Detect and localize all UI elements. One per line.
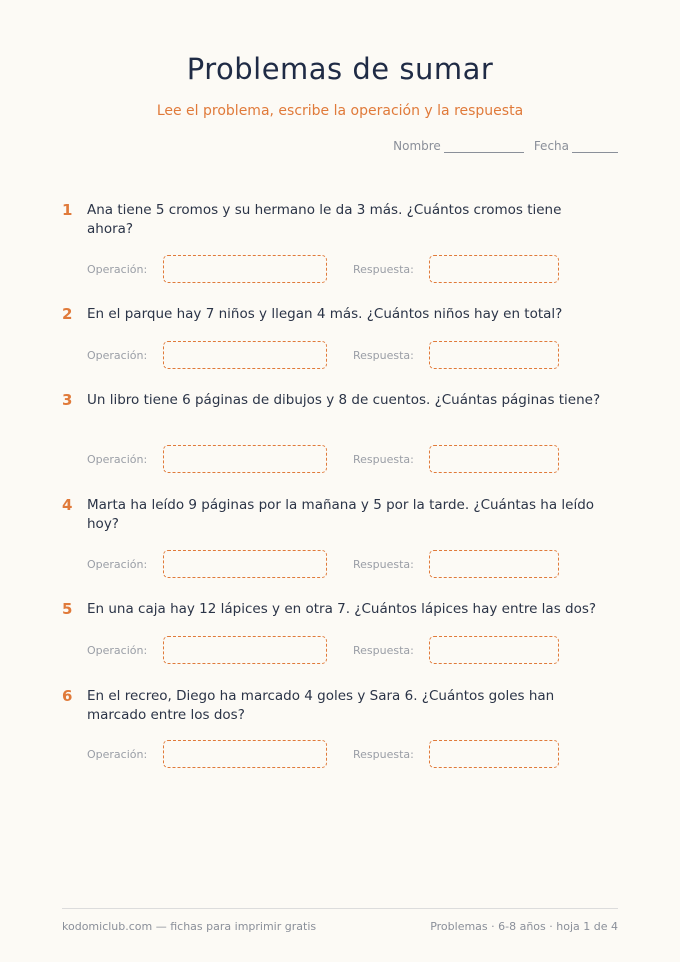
operation-label: Operación:	[87, 558, 148, 571]
operation-label: Operación:	[87, 263, 148, 276]
operation-box[interactable]	[163, 636, 327, 664]
problem-number: 3	[62, 391, 73, 409]
problem-text: Ana tiene 5 cromos y su hermano le da 3 más. ¿Cuántos cromos tiene ahora?	[87, 202, 562, 237]
answer-label: Respuesta:	[353, 558, 414, 571]
page-subtitle: Lee el problema, escribe la operación y la respuesta	[156, 103, 524, 119]
answer-box[interactable]	[429, 341, 559, 369]
answer-row	[87, 445, 607, 473]
answer-box[interactable]	[429, 636, 559, 664]
operation-label: Operación:	[87, 453, 148, 466]
date-label: Fecha	[533, 139, 569, 153]
operation-box[interactable]	[163, 740, 327, 768]
operation-label: Operación:	[87, 349, 148, 362]
problem-text: En una caja hay 12 lápices y en otra 7. ¿Cuántos lápices hay entre las dos?	[87, 601, 597, 617]
problem-text: En el recreo, Diego ha marcado 4 goles y Sara 6. ¿Cuántos goles han marcado entre los dos?	[87, 688, 555, 723]
problem-number: 4	[62, 496, 73, 514]
answer-box[interactable]	[429, 255, 559, 283]
operation-label: Operación:	[87, 748, 148, 761]
date-line[interactable]	[572, 141, 618, 153]
problem-number: 5	[62, 600, 73, 618]
problem-number: 6	[62, 687, 73, 705]
answer-label: Respuesta:	[353, 748, 414, 761]
operation-box[interactable]	[163, 341, 327, 369]
answer-box[interactable]	[429, 445, 559, 473]
answer-box[interactable]	[429, 740, 559, 768]
operation-box[interactable]	[163, 255, 327, 283]
answer-box[interactable]	[429, 550, 559, 578]
name-label: Nombre	[393, 139, 441, 153]
problem-text: Marta ha leído 9 páginas por la mañana y 5 por la tarde. ¿Cuántas ha leído hoy?	[87, 497, 595, 532]
footer-divider	[62, 908, 618, 909]
operation-label: Operación:	[87, 644, 148, 657]
answer-row	[87, 341, 607, 369]
name-line[interactable]	[444, 141, 524, 153]
name-date-fields	[393, 139, 618, 153]
answer-label: Respuesta:	[353, 453, 414, 466]
answer-row	[87, 740, 607, 768]
operation-box[interactable]	[163, 445, 327, 473]
answer-row	[87, 550, 607, 578]
footer-site: kodomiclub.com — fichas para imprimir gratis	[62, 920, 317, 933]
answer-label: Respuesta:	[353, 644, 414, 657]
problem-text: En el parque hay 7 niños y llegan 4 más. ¿Cuántos niños hay en total?	[87, 306, 563, 322]
answer-row	[87, 636, 607, 664]
answer-label: Respuesta:	[353, 263, 414, 276]
operation-box[interactable]	[163, 550, 327, 578]
answer-label: Respuesta:	[353, 349, 414, 362]
answer-row	[87, 255, 607, 283]
problem-text: Un libro tiene 6 páginas de dibujos y 8 de cuentos. ¿Cuántas páginas tiene?	[87, 392, 601, 408]
problem-number: 2	[62, 305, 73, 323]
problem-number: 1	[62, 201, 73, 219]
page-title: Problemas de sumar	[186, 52, 494, 86]
footer-page-info: Problemas · 6-8 años · hoja 1 de 4	[430, 920, 618, 933]
